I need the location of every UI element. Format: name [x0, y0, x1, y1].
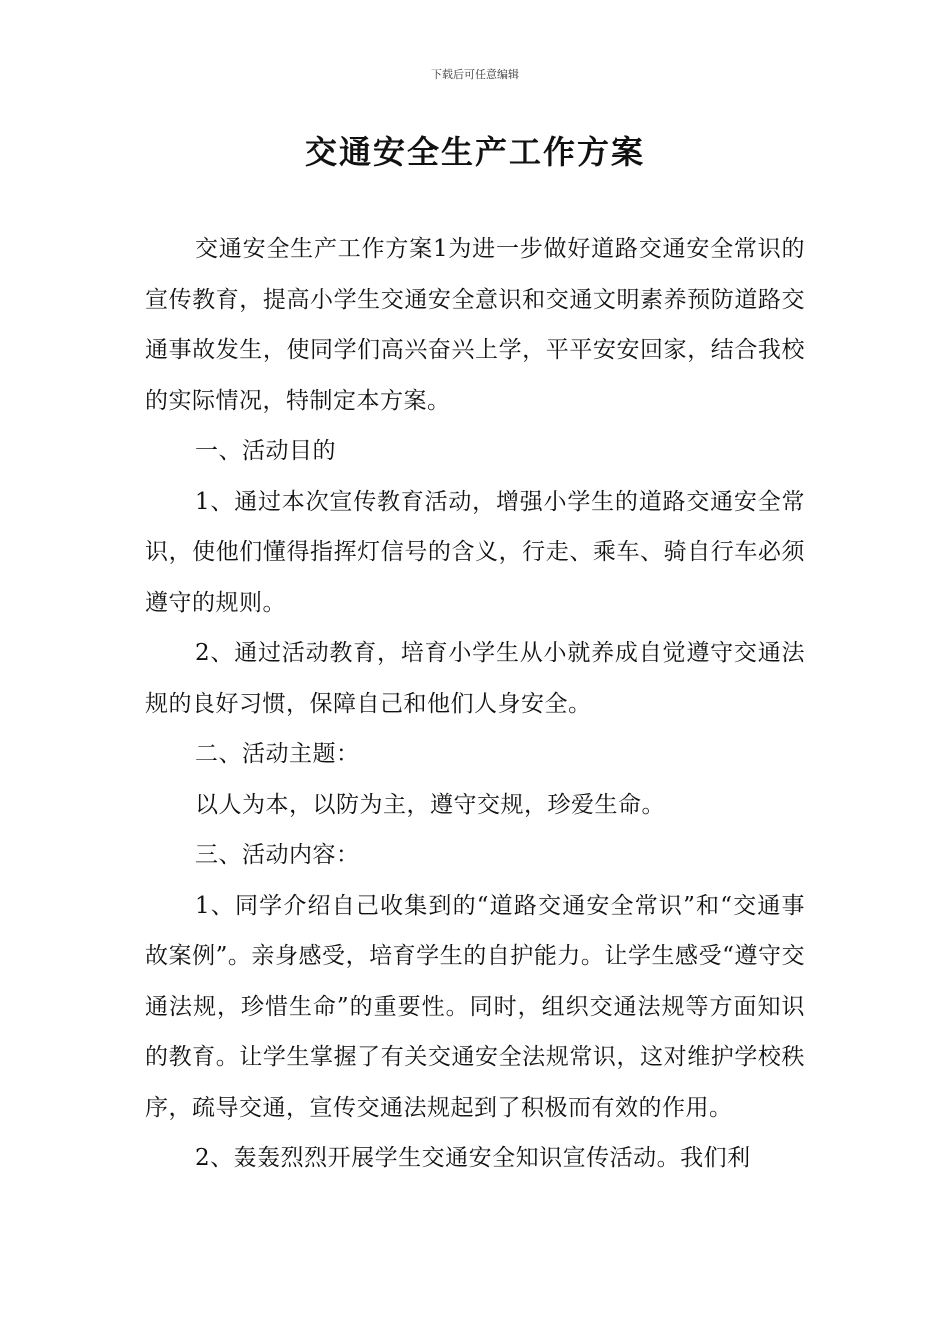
paragraph-intro: 交通安全生产工作方案1为进一步做好道路交通安全常识的宣传教育，提高小学生交通安全意识和交通文明素养预防道路交通事故发生，使同学们高兴奋兴上学，平平安安回家，结合我校的实际情况，特制定本方案。 [145, 236, 805, 414]
document-title: 交通安全生产工作方案 [304, 133, 645, 171]
document-body [145, 224, 805, 1184]
heading-activity-content: 三、活动内容： [195, 842, 360, 868]
paragraph-purpose-1: 1、通过本次宣传教育活动，增强小学生的道路交通安全常识，使他们懂得指挥灯信号的含义，行走、乘车、骑自行车必须遵守的规则。 [145, 488, 805, 616]
paragraph-content-2: 2、轰轰烈烈开展学生交通安全知识宣传活动。我们利 [195, 1145, 751, 1171]
paragraph-content-1: 1、同学介绍自己收集到的“道路交通安全常识”和“交通事故案例”。亲身感受，培育学生的自护能力。让学生感受“遵守交通法规，珍惜生命”的重要性。同时，组织交通法规等方面知识的教育。让学生掌握了有关交通安全法规常识，这对维护学校秩序，疏导交通，宣传交通法规起到了积极而有效的作用。 [145, 892, 805, 1121]
header-note: 下载后可任意编辑 [431, 68, 519, 81]
heading-activity-purpose: 一、活动目的 [195, 438, 336, 464]
paragraph-theme: 以人为本，以防为主，遵守交规，珍爱生命。 [195, 791, 665, 818]
paragraph-purpose-2: 2、通过活动教育，培育小学生从小就养成自觉遵守交通法规的良好习惯，保障自己和他们人身安全。 [145, 640, 805, 717]
heading-activity-theme: 二、活动主题： [195, 741, 360, 767]
